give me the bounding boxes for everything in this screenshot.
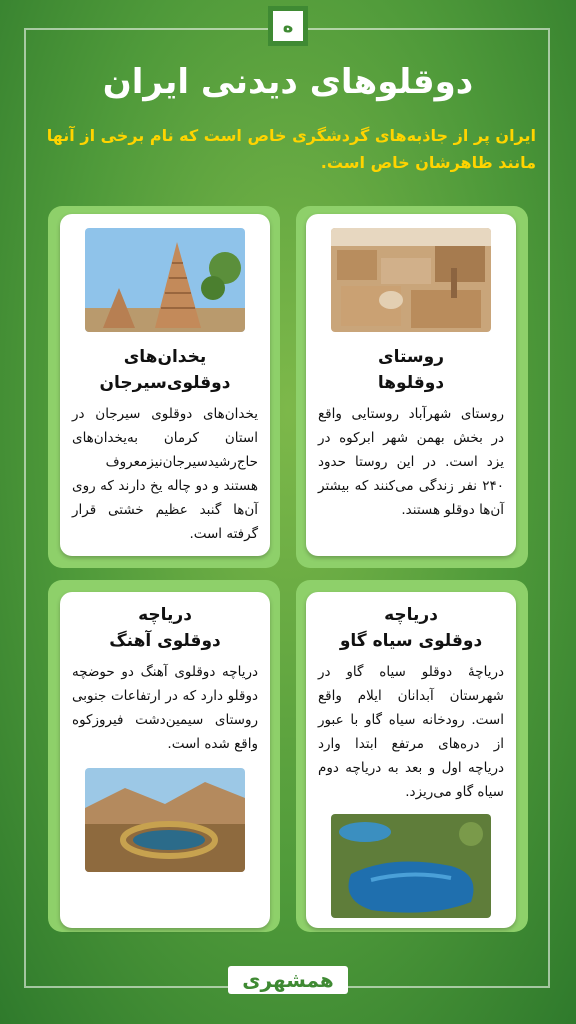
village-illustration (331, 228, 491, 332)
card-siah-gav-lake (306, 592, 516, 928)
icehouse-illustration (85, 228, 245, 332)
page-subtitle: ایران پر از جاذبه‌های گردشگری خاص است که نام برخی از آنها مانند ظاهرشان خاص است. (46, 126, 536, 172)
ahang-image (85, 768, 245, 872)
card-text: دریاچهٔ دوقلو سیاه گاو در شهرستان آبدانان ایلام واقع است. رودخانه سیاه گاو با عبور از دره‌های مرتفع ابتدا وارد دریاچه اول و بعد به دریاچه دوم سیاه گاو می‌ریزد. (318, 664, 504, 800)
card-heading: یخدان‌های دوقلوی‌سیرجان (99, 347, 231, 393)
lake-illustration (331, 814, 491, 918)
footer-brand-logo: همشهری (228, 966, 348, 994)
card-twins-village (306, 214, 516, 556)
card-heading: روستای دوقلوها (377, 347, 445, 393)
card-text: دریاچه دوقلوی آهنگ دو حوضچه دوقلو دارد که در ارتفاعات جنوبی روستای سیمین‌دشت فیروزکوه واقع شده است. (72, 664, 258, 752)
hamshahri-logo (268, 6, 308, 46)
page-title: دوقلوهای دیدنی ایران (102, 62, 474, 102)
ahang-illustration (85, 768, 245, 872)
footer (0, 966, 576, 994)
card-sirjan-icehouses (60, 214, 270, 556)
icehouse-image (85, 228, 245, 332)
card-text: روستای شهرآباد روستایی واقع در بخش بهمن شهر ابرکوه در یزد است. در این روستا حدود ۲۴۰ نفر زندگی می‌کنند که بیشتر آن‌ها دوقلو هستند. (318, 406, 504, 518)
village-image (331, 228, 491, 332)
card-heading: دریاچه دوقلوی سیاه گاو (339, 605, 483, 651)
logo-mark-icon: ه (273, 11, 303, 41)
card-text: یخدان‌های دوقلوی سیرجان در استان کرمان به‌یخدان‌های حاج‌رشیدسیرجان‌نیزمعروف هستند و دو چاله یخ دارند که روی آن‌ها گنبد عظیم خشتی قرار گرفته است. (72, 406, 258, 542)
card-heading: دریاچه دوقلوی آهنگ (109, 605, 221, 651)
siah-gav-image (331, 814, 491, 918)
card-ahang-lake (60, 592, 270, 928)
